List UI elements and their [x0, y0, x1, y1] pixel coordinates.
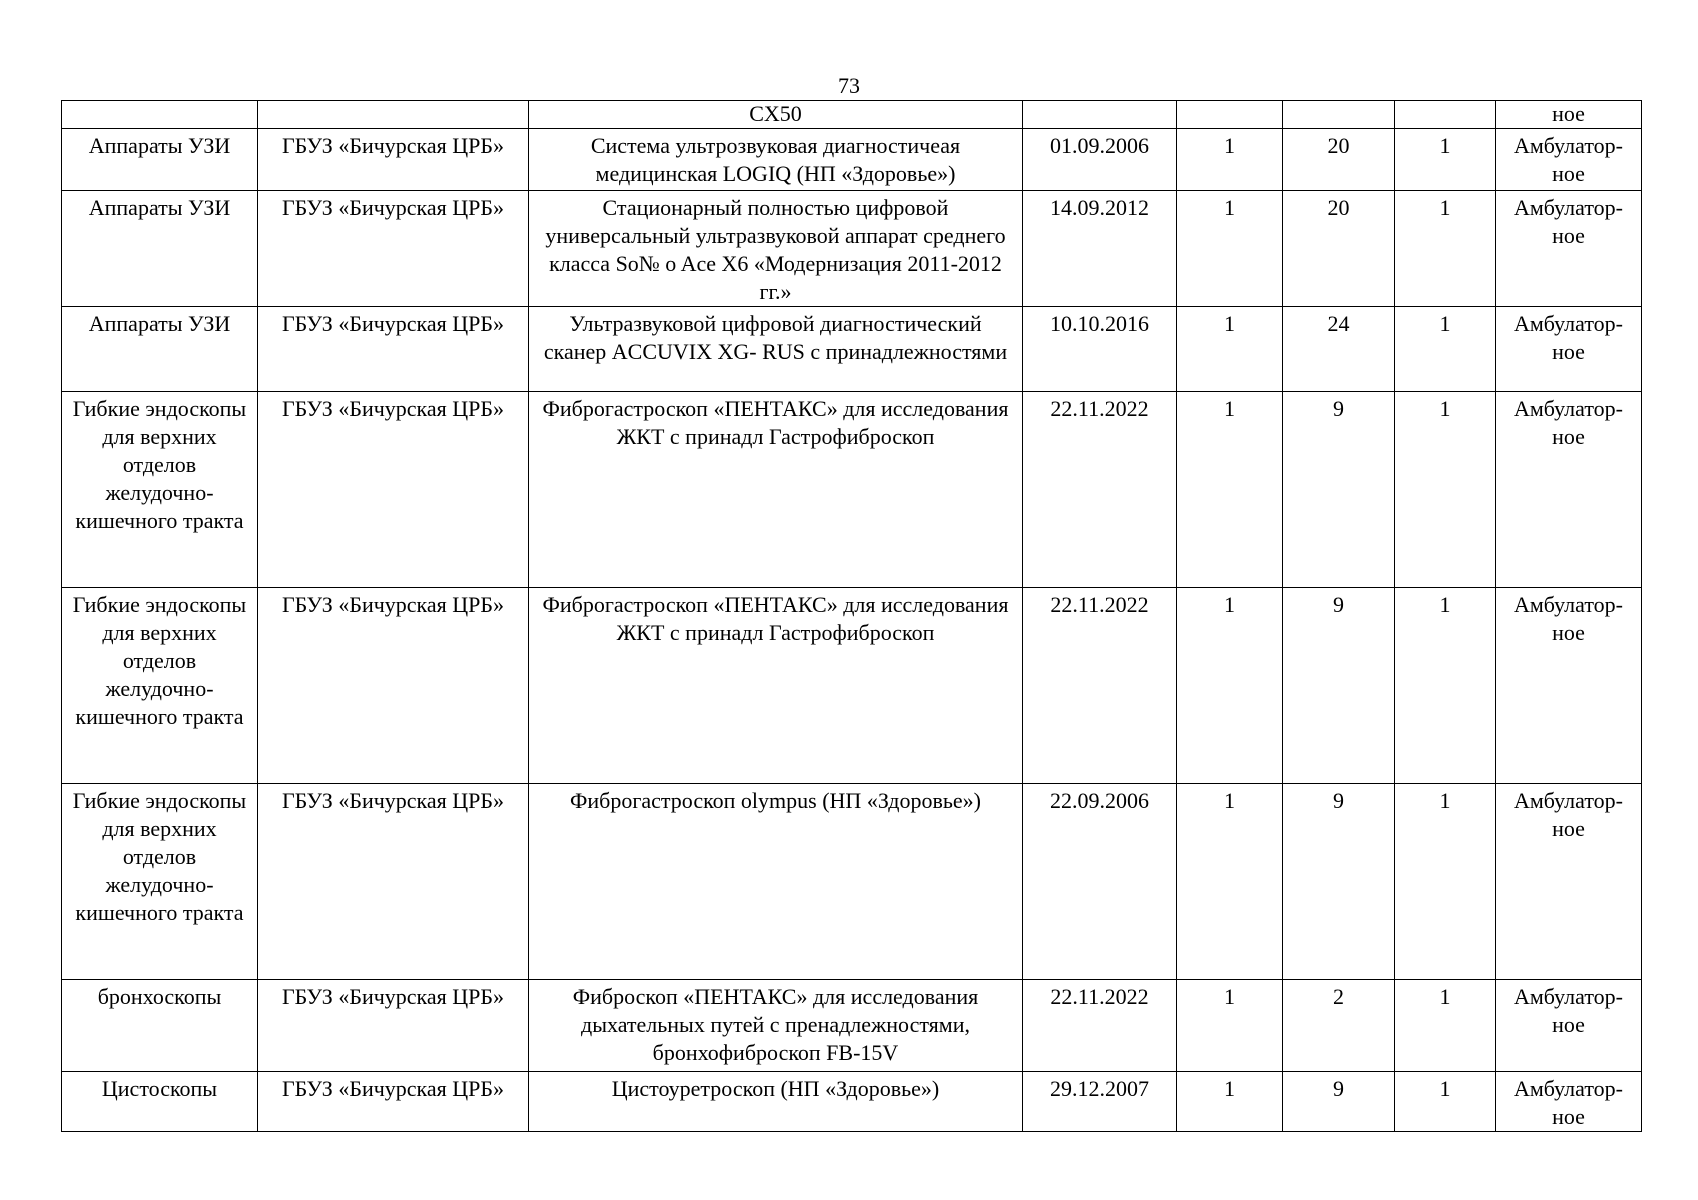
- table-row: [62, 307, 1642, 392]
- care-type-cell: [1496, 980, 1642, 1072]
- organization-cell: ГБУЗ «Бичурская ЦРБ»: [258, 191, 529, 307]
- equipment-name-cell: Фиброгастроскоп «ПЕНТАКС» для исследования ЖКТ с принадл Гастрофиброскоп: [529, 588, 1023, 784]
- equipment-name-cell: Ультразвуковой цифровой диагностический сканер ACCUVIX XG- RUS с принадлежностями: [529, 307, 1023, 392]
- service-life-cell: 20: [1283, 191, 1395, 307]
- service-life-cell: 9: [1283, 784, 1395, 980]
- care-type-line: Амбулатор-: [1513, 133, 1624, 158]
- units-in-use-cell: 1: [1395, 980, 1496, 1072]
- equipment-type-cell: Аппараты УЗИ: [62, 191, 258, 307]
- equipment-name-cell: Фиброгастроскоп olympus (НП «Здоровье»): [529, 784, 1023, 980]
- table-row: [62, 784, 1642, 980]
- equipment-type-cell: Гибкие эндоскопы для верхних отделов желудочно-кишечного тракта: [62, 392, 258, 588]
- commission-date-cell: 01.09.2006: [1023, 129, 1177, 191]
- care-type-line: Амбулатор-: [1513, 195, 1624, 220]
- service-life-cell: 24: [1283, 307, 1395, 392]
- care-type-cell: [1496, 392, 1642, 588]
- equipment-type-cell: бронхоскопы: [62, 980, 258, 1072]
- commission-date-cell: 22.11.2022: [1023, 980, 1177, 1072]
- quantity-cell: [1177, 101, 1283, 129]
- units-in-use-cell: 1: [1395, 307, 1496, 392]
- organization-cell: ГБУЗ «Бичурская ЦРБ»: [258, 980, 529, 1072]
- table-row: [62, 129, 1642, 191]
- equipment-table-body: [62, 101, 1642, 1132]
- commission-date-cell: 22.11.2022: [1023, 588, 1177, 784]
- organization-cell: ГБУЗ «Бичурская ЦРБ»: [258, 392, 529, 588]
- table-row: [62, 101, 1642, 129]
- quantity-cell: 1: [1177, 307, 1283, 392]
- organization-cell: ГБУЗ «Бичурская ЦРБ»: [258, 588, 529, 784]
- quantity-cell: 1: [1177, 392, 1283, 588]
- care-type-line: Амбулатор-: [1513, 1076, 1624, 1101]
- care-type-line: ное: [1552, 816, 1585, 841]
- service-life-cell: 9: [1283, 1072, 1395, 1132]
- units-in-use-cell: 1: [1395, 191, 1496, 307]
- care-type-cell: [1496, 129, 1642, 191]
- equipment-name-cell: Система ультрозвуковая диагностичеая медицинская LOGIQ (НП «Здоровье»): [529, 129, 1023, 191]
- quantity-cell: 1: [1177, 588, 1283, 784]
- equipment-type-cell: [62, 101, 258, 129]
- service-life-cell: 20: [1283, 129, 1395, 191]
- organization-cell: ГБУЗ «Бичурская ЦРБ»: [258, 784, 529, 980]
- commission-date-cell: 14.09.2012: [1023, 191, 1177, 307]
- equipment-name-cell: Цистоуретроскоп (НП «Здоровье»): [529, 1072, 1023, 1132]
- care-type-cell: [1496, 1072, 1642, 1132]
- service-life-cell: 9: [1283, 588, 1395, 784]
- organization-cell: [258, 101, 529, 129]
- care-type-cell: [1496, 101, 1642, 129]
- equipment-type-cell: Гибкие эндоскопы для верхних отделов желудочно-кишечного тракта: [62, 784, 258, 980]
- equipment-table: [61, 100, 1642, 1132]
- care-type-line: Амбулатор-: [1513, 788, 1624, 813]
- care-type-line: ное: [1552, 1012, 1585, 1037]
- care-type-cell: [1496, 588, 1642, 784]
- organization-cell: ГБУЗ «Бичурская ЦРБ»: [258, 1072, 529, 1132]
- service-life-cell: 9: [1283, 392, 1395, 588]
- care-type-line: ное: [1552, 223, 1585, 248]
- commission-date-cell: 22.09.2006: [1023, 784, 1177, 980]
- units-in-use-cell: 1: [1395, 129, 1496, 191]
- table-row: [62, 588, 1642, 784]
- equipment-type-cell: Гибкие эндоскопы для верхних отделов желудочно-кишечного тракта: [62, 588, 258, 784]
- care-type-line: ное: [1552, 424, 1585, 449]
- organization-cell: ГБУЗ «Бичурская ЦРБ»: [258, 129, 529, 191]
- units-in-use-cell: 1: [1395, 784, 1496, 980]
- commission-date-cell: 22.11.2022: [1023, 392, 1177, 588]
- table-row: [62, 392, 1642, 588]
- care-type-line: Амбулатор-: [1513, 311, 1624, 336]
- units-in-use-cell: [1395, 101, 1496, 129]
- care-type-line: ное: [1552, 161, 1585, 186]
- service-life-cell: [1283, 101, 1395, 129]
- table-row: [62, 980, 1642, 1072]
- table-row: [62, 1072, 1642, 1132]
- care-type-cell: [1496, 307, 1642, 392]
- units-in-use-cell: 1: [1395, 392, 1496, 588]
- care-type-line: Амбулатор-: [1513, 592, 1624, 617]
- units-in-use-cell: 1: [1395, 1072, 1496, 1132]
- care-type-line: Амбулатор-: [1513, 396, 1624, 421]
- equipment-type-cell: Цистоскопы: [62, 1072, 258, 1132]
- quantity-cell: 1: [1177, 980, 1283, 1072]
- table-row: [62, 191, 1642, 307]
- care-type-cell: [1496, 191, 1642, 307]
- equipment-type-cell: Аппараты УЗИ: [62, 129, 258, 191]
- commission-date-cell: [1023, 101, 1177, 129]
- commission-date-cell: 29.12.2007: [1023, 1072, 1177, 1132]
- service-life-cell: 2: [1283, 980, 1395, 1072]
- equipment-type-cell: Аппараты УЗИ: [62, 307, 258, 392]
- equipment-name-cell: Фиброгастроскоп «ПЕНТАКС» для исследования ЖКТ с принадл Гастрофиброскоп: [529, 392, 1023, 588]
- equipment-name-cell: Стационарный полностью цифровой универсальный ультразвуковой аппарат среднего класса So№ o Ace X6 «Модернизация 2011-2012 гг.»: [529, 191, 1023, 307]
- care-type-line: ное: [1552, 101, 1585, 126]
- commission-date-cell: 10.10.2016: [1023, 307, 1177, 392]
- equipment-name-cell: Фиброскоп «ПЕНТАКС» для исследования дыхательных путей с пренадлежностями, бронхофиброскоп FB-15V: [529, 980, 1023, 1072]
- page-number: 73: [838, 73, 860, 98]
- quantity-cell: 1: [1177, 129, 1283, 191]
- organization-cell: ГБУЗ «Бичурская ЦРБ»: [258, 307, 529, 392]
- quantity-cell: 1: [1177, 1072, 1283, 1132]
- quantity-cell: 1: [1177, 784, 1283, 980]
- care-type-line: Амбулатор-: [1513, 984, 1624, 1009]
- care-type-line: ное: [1552, 620, 1585, 645]
- care-type-line: ное: [1552, 1104, 1585, 1129]
- care-type-cell: [1496, 784, 1642, 980]
- care-type-line: ное: [1552, 339, 1585, 364]
- units-in-use-cell: 1: [1395, 588, 1496, 784]
- quantity-cell: 1: [1177, 191, 1283, 307]
- equipment-name-cell: CX50: [529, 101, 1023, 129]
